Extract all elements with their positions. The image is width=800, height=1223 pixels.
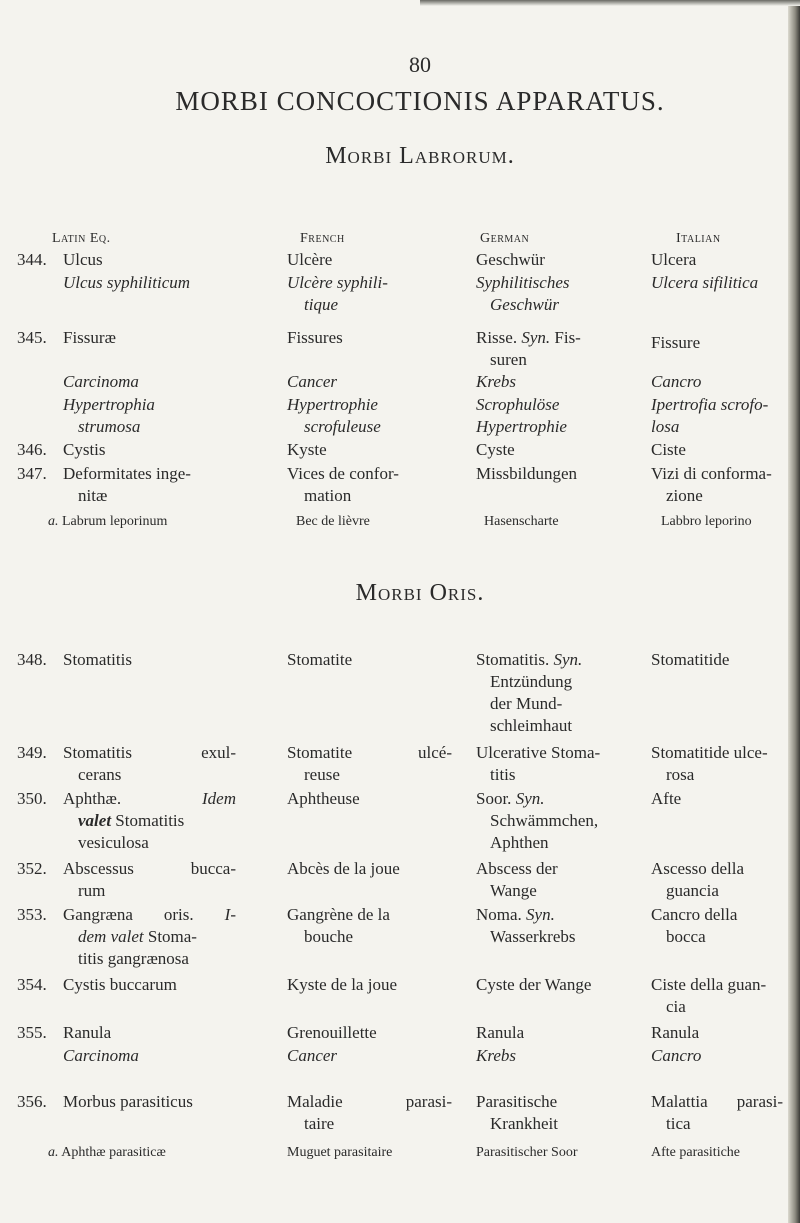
french-term: Stomatite ulcé- — [287, 743, 452, 762]
french-term: Maladie parasi- — [287, 1092, 452, 1111]
synonym-abbrev: Syn. — [521, 328, 551, 347]
latin-subentry — [48, 1141, 166, 1164]
latin-term: Ranula — [63, 1023, 112, 1042]
entry-number: 346. — [17, 440, 47, 459]
german-term-continued: Entzündung — [490, 672, 573, 691]
italian-term-continued: losa — [651, 417, 680, 436]
german-term: Cyste der Wange — [476, 975, 592, 994]
german-term: Krebs — [476, 372, 516, 391]
latin-term: Hypertrophia — [63, 395, 155, 414]
latin-term: Deformitates inge- — [63, 464, 191, 483]
german-term — [476, 648, 582, 671]
italian-term: Ulcera — [651, 250, 697, 269]
german-text: Risse. — [476, 328, 522, 347]
french-term: Gangrène de la — [287, 905, 390, 924]
german-term: Geschwür — [476, 250, 545, 269]
latin-term: Ulcus syphiliticum — [63, 273, 191, 292]
french-term-continued: tique — [304, 295, 338, 314]
german-text: Soor. — [476, 789, 516, 808]
synonym-abbrev: Syn. — [526, 905, 555, 924]
page-top-shadow — [420, 0, 800, 6]
synonym-abbrev: Syn. — [515, 789, 545, 808]
german-term-continued: Krankheit — [490, 1114, 558, 1133]
latin-text: Gangræna oris. — [63, 905, 225, 924]
german-term: Abscess der — [476, 859, 558, 878]
italian-term: Ipertrofia scrofo- — [651, 395, 769, 414]
french-term: Cancer — [287, 372, 338, 391]
german-subentry: Hasenscharte — [484, 514, 559, 529]
subentry-text: Aphthæ parasiticæ — [58, 1145, 166, 1160]
latin-term: Ulcus — [63, 250, 103, 269]
latin-term: Carcinoma — [63, 372, 139, 391]
french-term-continued: bouche — [304, 927, 354, 946]
latin-text: Stomatitis — [111, 811, 185, 830]
german-term-continued: Aphthen — [490, 833, 549, 852]
french-term: Kyste — [287, 440, 327, 459]
german-term: Cyste — [476, 440, 515, 459]
italian-term: Malattia parasi- — [651, 1092, 783, 1111]
entry-number: 345. — [17, 328, 47, 347]
latin-term: Cystis — [63, 440, 106, 459]
latin-term-continued — [78, 925, 197, 948]
french-term-continued: taire — [304, 1114, 335, 1133]
latin-term-continued: nitæ — [78, 486, 108, 505]
italian-subentry: Afte parasitiche — [651, 1145, 741, 1160]
italian-term: Ranula — [651, 1023, 700, 1042]
german-text: Stomatitis. — [476, 650, 554, 669]
latin-term: Abscessus bucca- — [63, 859, 236, 878]
italian-term: Ascesso della — [651, 859, 745, 878]
italian-term-continued: zione — [666, 486, 703, 505]
german-term: Scrophulöse — [476, 395, 560, 414]
italian-term: Ciste della guan- — [651, 975, 767, 994]
german-text: Fis- — [550, 328, 581, 347]
latin-term-continued: vesiculosa — [78, 833, 149, 852]
latin-term-continued: rum — [78, 881, 106, 900]
french-term: Abcès de la joue — [287, 859, 400, 878]
latin-text-italic: Idem — [202, 789, 236, 808]
latin-term: Cystis buccarum — [63, 975, 177, 994]
german-term: Syphilitisches — [476, 273, 570, 292]
italian-term-continued: tica — [666, 1114, 691, 1133]
latin-term — [63, 787, 236, 810]
german-term-continued: Hypertrophie — [476, 417, 567, 436]
french-term: Fissures — [287, 328, 343, 347]
italian-term-continued: guancia — [666, 881, 719, 900]
column-header-german: German — [480, 231, 530, 246]
german-term — [476, 903, 555, 926]
entry-number: 350. — [17, 789, 47, 808]
latin-term: Fissuræ — [63, 328, 116, 347]
latin-term-continued: strumosa — [78, 417, 141, 436]
latin-term — [63, 903, 236, 926]
entry-number: 353. — [17, 905, 47, 924]
latin-subentry — [48, 510, 167, 533]
german-term: Krebs — [476, 1046, 516, 1065]
latin-term-continued: titis gangrænosa — [78, 949, 189, 968]
french-term: Kyste de la joue — [287, 975, 397, 994]
french-term: Stomatite — [287, 650, 353, 669]
entry-number: 347. — [17, 464, 47, 483]
subentry-letter: a. — [48, 514, 59, 529]
german-subentry: Parasitischer Soor — [476, 1145, 578, 1160]
french-term: Vices de confor- — [287, 464, 399, 483]
subentry-text: Labrum leporinum — [58, 514, 168, 529]
column-header-italian: Italian — [676, 231, 721, 246]
italian-subentry: Labbro leporino — [661, 514, 752, 529]
latin-term-continued: cerans — [78, 765, 122, 784]
latin-term-continued — [78, 809, 184, 832]
subentry-letter: a. — [48, 1145, 59, 1160]
italian-term: Stomatitide ulce- — [651, 743, 768, 762]
italian-term: Afte — [651, 789, 682, 808]
german-term-continued: Wange — [490, 881, 537, 900]
column-header-latin: Latin Eq. — [52, 231, 111, 246]
italian-term: Ciste — [651, 440, 686, 459]
latin-text-italic: dem valet — [78, 927, 144, 946]
italian-term-continued: rosa — [666, 765, 695, 784]
latin-text-italic: valet — [78, 811, 112, 830]
french-term-continued: mation — [304, 486, 352, 505]
latin-text: Aphthæ. — [63, 789, 122, 808]
italian-term-continued: bocca — [666, 927, 706, 946]
italian-term: Cancro — [651, 372, 702, 391]
german-term-continued: schleimhaut — [490, 716, 573, 735]
german-term: Parasitische — [476, 1092, 558, 1111]
italian-term: Vizi di conforma- — [651, 464, 772, 483]
french-term: Aphtheuse — [287, 789, 360, 808]
italian-term: Stomatitide — [651, 650, 730, 669]
german-term — [476, 787, 544, 810]
latin-text-italic: I- — [224, 905, 236, 924]
german-term: Missbildungen — [476, 464, 578, 483]
latin-term: Carcinoma — [63, 1046, 139, 1065]
french-subentry: Muguet parasitaire — [287, 1145, 393, 1160]
entry-number: 356. — [17, 1092, 47, 1111]
french-term: Ulcère — [287, 250, 333, 269]
german-term-continued: Wasserkrebs — [490, 927, 576, 946]
german-term — [476, 326, 581, 349]
german-term: Ranula — [476, 1023, 525, 1042]
section-title-oris: Morbi Oris. — [355, 580, 485, 606]
page-title: MORBI CONCOCTIONIS APPARATUS. — [175, 86, 665, 116]
column-header-french: French — [300, 231, 345, 246]
latin-term: Stomatitis exul- — [63, 743, 236, 762]
page-number: 80 — [409, 52, 431, 77]
entry-number: 344. — [17, 250, 47, 269]
entry-number: 355. — [17, 1023, 47, 1042]
page-edge-shadow — [788, 0, 800, 1223]
german-text: Noma. — [476, 905, 527, 924]
entry-number: 348. — [17, 650, 47, 669]
synonym-abbrev: Syn. — [553, 650, 583, 669]
french-subentry: Bec de lièvre — [296, 514, 370, 529]
section-title-labrorum: Morbi Labrorum. — [325, 143, 515, 169]
french-term: Cancer — [287, 1046, 338, 1065]
german-term-continued: suren — [490, 350, 527, 369]
french-term: Ulcère syphili- — [287, 273, 388, 292]
french-term: Grenouillette — [287, 1023, 377, 1042]
entry-number: 354. — [17, 975, 47, 994]
latin-term: Stomatitis — [63, 650, 132, 669]
italian-term: Fissure — [651, 333, 701, 352]
entry-number: 349. — [17, 743, 47, 762]
french-term-continued: reuse — [304, 765, 340, 784]
entry-number: 352. — [17, 859, 47, 878]
german-term-continued: Schwämmchen, — [490, 811, 599, 830]
latin-text: Stoma- — [143, 927, 197, 946]
german-term-continued: der Mund- — [490, 694, 563, 713]
german-term-continued: Geschwür — [490, 295, 559, 314]
german-term: Ulcerative Stoma- — [476, 743, 601, 762]
italian-term: Cancro della — [651, 905, 738, 924]
italian-term: Ulcera sifilitica — [651, 273, 759, 292]
latin-term: Morbus parasiticus — [63, 1092, 193, 1111]
french-term-continued: scrofuleuse — [304, 417, 381, 436]
german-term-continued: titis — [490, 765, 516, 784]
italian-term: Cancro — [651, 1046, 702, 1065]
french-term: Hypertrophie — [287, 395, 378, 414]
italian-term-continued: cia — [666, 997, 686, 1016]
